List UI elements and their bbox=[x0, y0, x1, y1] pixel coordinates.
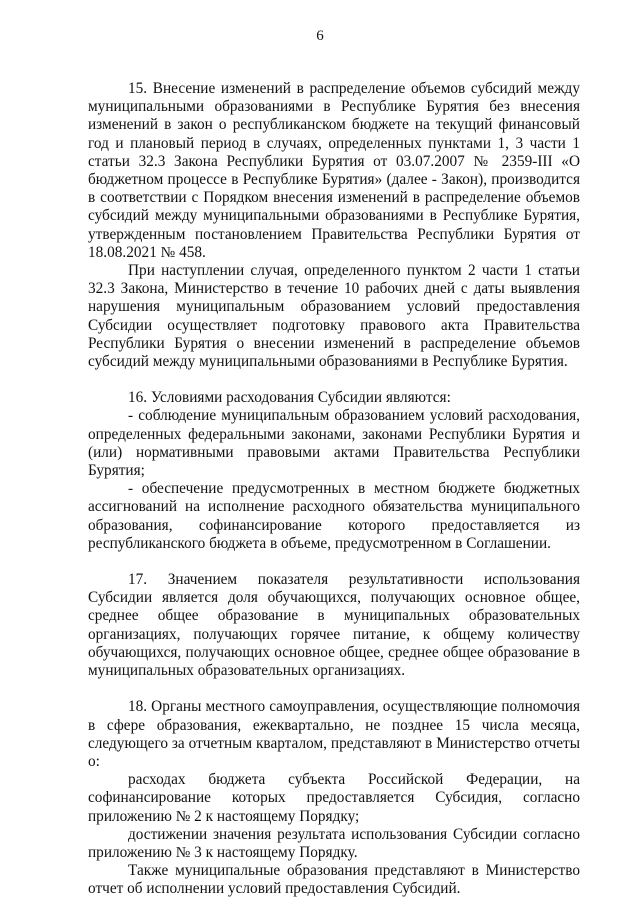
paragraph-18-item-1: расходах бюджета субъекта Российской Федерации, на софинансирование которых предоставляется Субсидия, согласно приложению № 2 к настоящему Порядку; bbox=[88, 771, 580, 825]
paragraph-15: 15. Внесение изменений в распределение объемов субсидий между муниципальными образованиями в Республике Бурятия без внесения изменений в закон о республиканском бюджете на текущий финансовый год и плановый период в случаях, определенных пунктами 1, 3 части 1 статьи 32.3 Закона Республики Бурятия от 03.07.2007 № 2359-III «О бюджетном процессе в Республике Бурятия» (далее - Закон), производится в соответствии с Порядком внесения изменений в распределение объемов субсидий между муниципальными образованиями в Республике Бурятия, утвержденным постановлением Правительства Республики Бурятия от 18.08.2021 № 458. bbox=[88, 80, 580, 261]
paragraph-15-continued: При наступлении случая, определенного пунктом 2 части 1 статьи 32.3 Закона, Министерство в течение 10 рабочих дней с даты выявления нарушения муниципальным образованием условий предоставления Субсидии осуществляет подготовку правового акта Правительства Республики Бурятия о внесении изменений в распределение объемов субсидий между муниципальными образованиями в Республике Бурятия. bbox=[88, 262, 580, 371]
paragraph-16-item-2: - обеспечение предусмотренных в местном бюджете бюджетных ассигнований на исполнение расходного обязательства муниципального образования, софинансирование которого предоставляется из республиканского бюджета в объеме, предусмотренном в Соглашении. bbox=[88, 480, 580, 552]
page-number: 6 bbox=[316, 28, 324, 44]
document-body bbox=[88, 80, 580, 899]
paragraph-16: 16. Условиями расходования Субсидии являются: bbox=[128, 389, 451, 407]
paragraph-18: 18. Органы местного самоуправления, осуществляющие полномочия в сфере образования, ежеквартально, не позднее 15 числа месяца, следующего за отчетным кварталом, представляют в Министерство отчеты о: bbox=[88, 698, 580, 770]
paragraph-17: 17. Значением показателя результативности использования Субсидии является доля обучающихся, получающих основное общее, среднее общее образование в муниципальных образовательных организациях, получающих горячее питание, к общему количеству обучающихся, получающих основное общее, среднее общее образование в муниципальных образовательных организациях. bbox=[88, 571, 580, 680]
paragraph-18-final: Также муниципальные образования представляют в Министерство отчет об исполнении условий предоставления Субсидий. bbox=[88, 862, 580, 898]
paragraph-16-item-1: - соблюдение муниципальным образованием условий расходования, определенных федеральными законами, законами Республики Бурятия и (или) нормативными правовыми актами Правительства Республики Бурятия; bbox=[88, 407, 580, 480]
paragraph-18-item-2: достижении значения результата использования Субсидии согласно приложению № 3 к настоящему Порядку. bbox=[88, 825, 580, 861]
